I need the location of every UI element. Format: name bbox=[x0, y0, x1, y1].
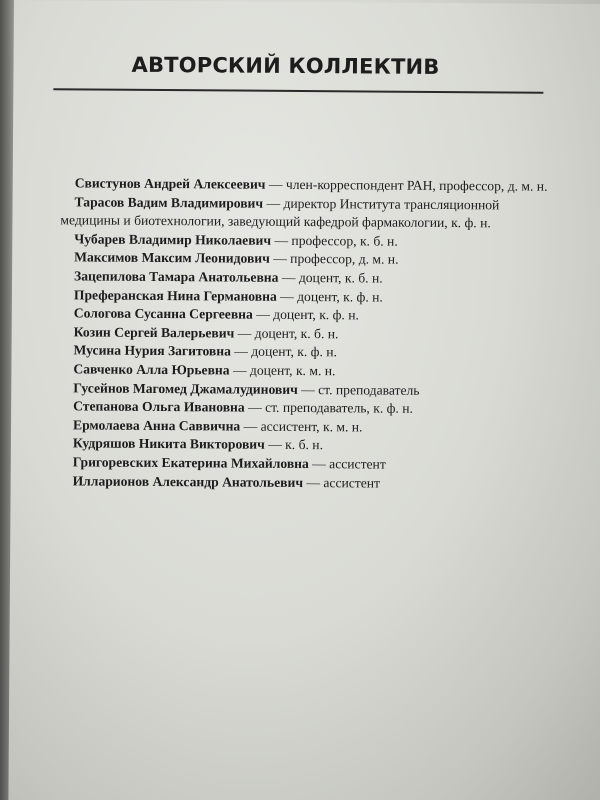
author-role: профессор, к. б. н. bbox=[291, 232, 398, 249]
heading-underline bbox=[53, 88, 543, 93]
author-separator: — bbox=[264, 437, 286, 453]
author-separator: — bbox=[308, 455, 330, 472]
author-name: Тарасов Вадим Владимирович bbox=[74, 194, 264, 211]
author-separator: — bbox=[265, 176, 286, 192]
author-name: Степанова Ольга Ивановна bbox=[73, 398, 245, 415]
author-role: ассистент bbox=[323, 474, 381, 491]
author-name: Мусина Нурия Загитовна bbox=[73, 342, 231, 359]
author-entry bbox=[60, 193, 560, 234]
author-separator: — bbox=[302, 474, 324, 490]
author-role: ассистент, к. м. н. bbox=[260, 418, 363, 435]
author-role: директор Института трансляционной медицины и биотехнологии, заведующий кафедрой фармакологии, к. ф. н. bbox=[60, 195, 500, 231]
author-role: доцент, к. б. н. bbox=[254, 325, 339, 342]
author-separator: — bbox=[244, 399, 266, 415]
author-name: Ермолаева Анна Саввична bbox=[72, 417, 241, 434]
author-role: ст. преподаватель bbox=[318, 381, 420, 398]
author-role: доцент, к. ф. н. bbox=[251, 344, 338, 360]
author-name: Зацепилова Тамара Анатольевна bbox=[74, 268, 279, 285]
author-name: Преферанская Нина Германовна bbox=[73, 286, 277, 304]
author-role: к. б. н. bbox=[285, 437, 324, 453]
author-name: Чубарев Владимир Николаевич bbox=[74, 231, 272, 248]
author-name: Сологова Сусанна Сергеевна bbox=[73, 305, 253, 322]
author-entry bbox=[59, 472, 559, 494]
author-name: Савченко Алла Юрьевна bbox=[73, 361, 230, 378]
author-name: Максимов Максим Леонидович bbox=[74, 249, 270, 267]
author-role: ассистент bbox=[329, 456, 386, 472]
author-name: Григоревских Екатерина Михайловна bbox=[72, 454, 309, 471]
authors-list bbox=[59, 174, 561, 494]
author-separator: — bbox=[271, 232, 292, 248]
author-separator: — bbox=[297, 381, 319, 397]
author-role: доцент, к. б. н. bbox=[298, 269, 383, 286]
author-role: профессор, д. м. н. bbox=[290, 251, 399, 268]
author-name: Кудряшов Никита Викторович bbox=[72, 435, 265, 453]
page-heading: АВТОРСКИЙ КОЛЛЕКТИВ bbox=[131, 52, 440, 79]
author-separator: — bbox=[230, 343, 252, 360]
author-separator: — bbox=[234, 325, 255, 341]
author-role: доцент, к. м. н. bbox=[249, 362, 336, 379]
author-name: Илларионов Александр Анатольевич bbox=[72, 472, 304, 490]
author-name: Свистунов Андрей Алексеевич bbox=[74, 175, 266, 192]
author-role: ст. преподаватель, к. ф. н. bbox=[265, 399, 413, 416]
author-separator: — bbox=[252, 306, 274, 322]
author-separator: — bbox=[276, 288, 298, 304]
author-name: Гусейнов Магомед Джамалудинович bbox=[73, 379, 298, 397]
author-role: доцент, к. ф. н. bbox=[297, 288, 383, 305]
author-role: доцент, к. ф. н. bbox=[273, 306, 359, 323]
author-role: член-корреспондент РАН, профессор, д. м. н. bbox=[285, 176, 548, 194]
author-name: Козин Сергей Валерьевич bbox=[73, 324, 235, 341]
author-separator: — bbox=[263, 195, 284, 211]
author-separator: — bbox=[240, 418, 261, 434]
author-separator: — bbox=[269, 251, 291, 267]
book-page bbox=[8, 0, 600, 800]
author-separator: — bbox=[278, 269, 299, 285]
author-separator: — bbox=[229, 362, 251, 378]
